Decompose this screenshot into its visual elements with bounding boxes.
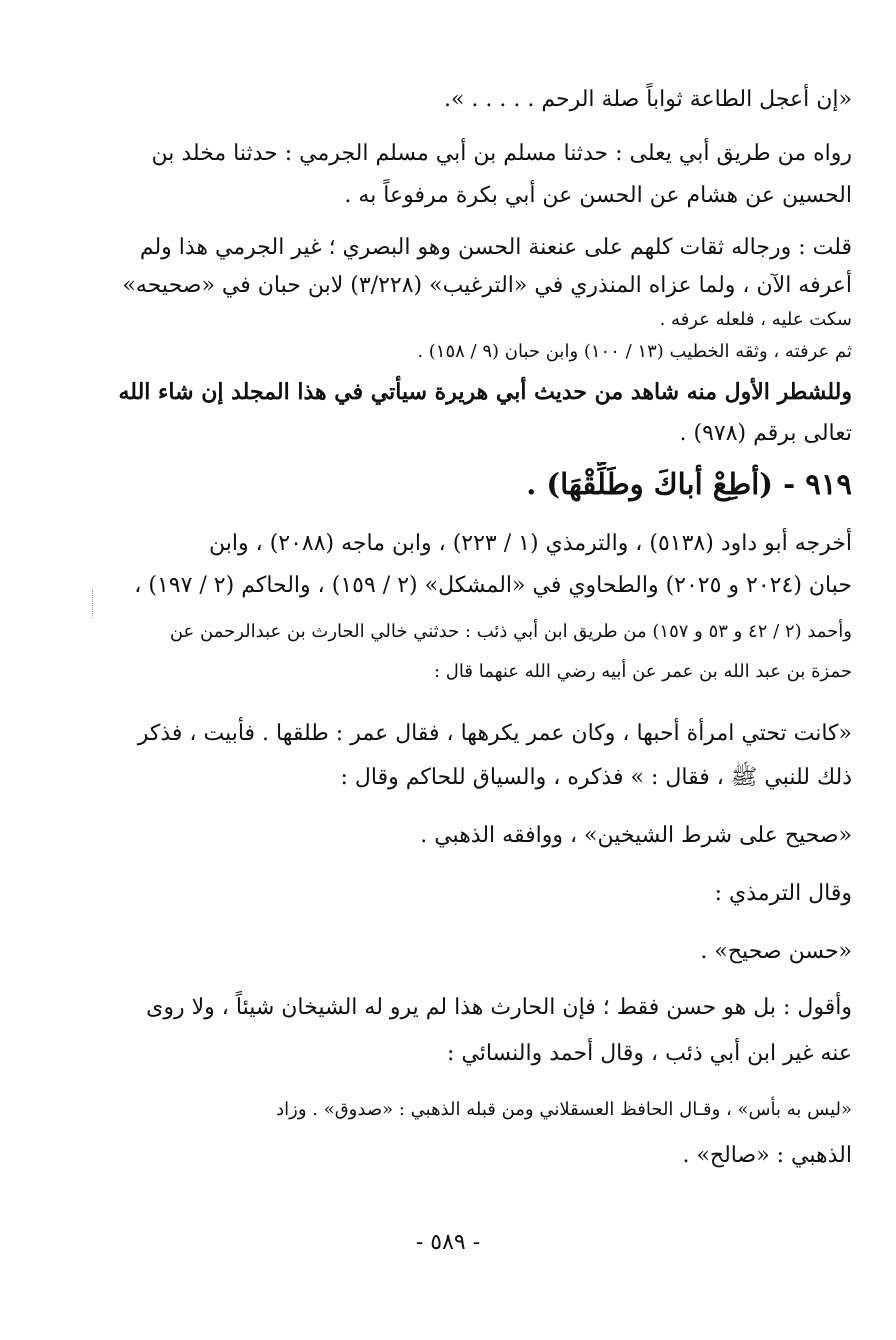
text-line-3: الحسين عن هشام عن الحسن عن أبي بكرة مرفوعاً به .: [344, 183, 852, 208]
text-line-9: تعالى برقم (٩٧٨) .: [679, 421, 852, 446]
text-line-23: الذهبي : «صالح» .: [682, 1143, 852, 1168]
hadith-heading: ٩١٩ - (أطِعْ أباكَ وطَلِّقْهَا) .: [526, 467, 852, 501]
text-line-1: «إن أعجل الطاعة ثواباً صلة الرحم . . . . . ».: [443, 87, 852, 112]
text-line-12: حبان (٢٠٢٤ و ٢٠٢٥) والطحاوي في «المشكل» (٢ / ١٥٩) ، والحاكم (٢ / ١٩٧) ،: [134, 573, 852, 598]
text-line-5: أعرفه الآن ، ولما عزاه المنذري في «الترغيب» (٣/٢٢٨) لابن حبان في «صحيحه»: [122, 273, 852, 298]
text-line-6: سكت عليه ، فلعله عرفه .: [659, 309, 852, 330]
text-line-13: وأحمد (٢ / ٤٢ و ٥٣ و ١٥٧) من طريق ابن أبي ذئب : حدثني خالي الحارث بن عبدالرحمن عن: [169, 621, 852, 642]
text-line-19: «حسن صحيح» .: [700, 939, 852, 964]
text-line-21: عنه غير ابن أبي ذئب ، وقال أحمد والنسائي :: [446, 1041, 852, 1066]
text-line-16: ذلك للنبي ﷺ ، فقال : » فذكره ، والسياق للحاكم وقال :: [340, 765, 852, 790]
margin-mark: [92, 590, 95, 618]
footnote-line: ثم عرفته ، وثقه الخطيب (١٣ / ١٠٠) وابن حبان (٩ / ١٥٨) .: [417, 341, 852, 362]
text-line-8: وللشطر الأول منه شاهد من حديث أبي هريرة سيأتي في هذا المجلد إن شاء الله: [118, 379, 852, 405]
text-line-2: رواه من طريق أبي يعلى : حدثنا مسلم بن أبي مسلم الجرمي : حدثنا مخلد بن: [151, 141, 852, 166]
text-line-11: أخرجه أبو داود (٥١٣٨) ، والترمذي (١ / ٢٢٣) ، وابن ماجه (٢٠٨٨) ، وابن: [209, 531, 852, 556]
text-line-14: حمزة بن عبد الله بن عمر عن أبيه رضي الله عنهما قال :: [434, 661, 852, 682]
text-line-22: «ليس به بأس» ، وقـال الحافظ العسقلاني ومن قبله الذهبي : «صدوق» . وزاد: [276, 1099, 852, 1120]
text-line-18: وقال الترمذي :: [714, 881, 852, 906]
text-line-17: «صحيح على شرط الشيخين» ، ووافقه الذهبي .: [420, 823, 852, 848]
text-line-20: وأقول : بل هو حسن فقط ؛ فإن الحارث هذا لم يرو له الشيخان شيئاً ، ولا روى: [146, 995, 852, 1020]
text-line-4: قلت : ورجاله ثقات كلهم على عنعنة الحسن وهو البصري ؛ غير الجرمي هذا ولم: [139, 235, 852, 260]
text-line-15: «كانت تحتي امرأة أحبها ، وكان عمر يكرهها ، فقال عمر : طلقها . فأبيت ، فذكر: [137, 721, 852, 746]
page-number: - ٥٨٩ -: [415, 1230, 481, 1255]
